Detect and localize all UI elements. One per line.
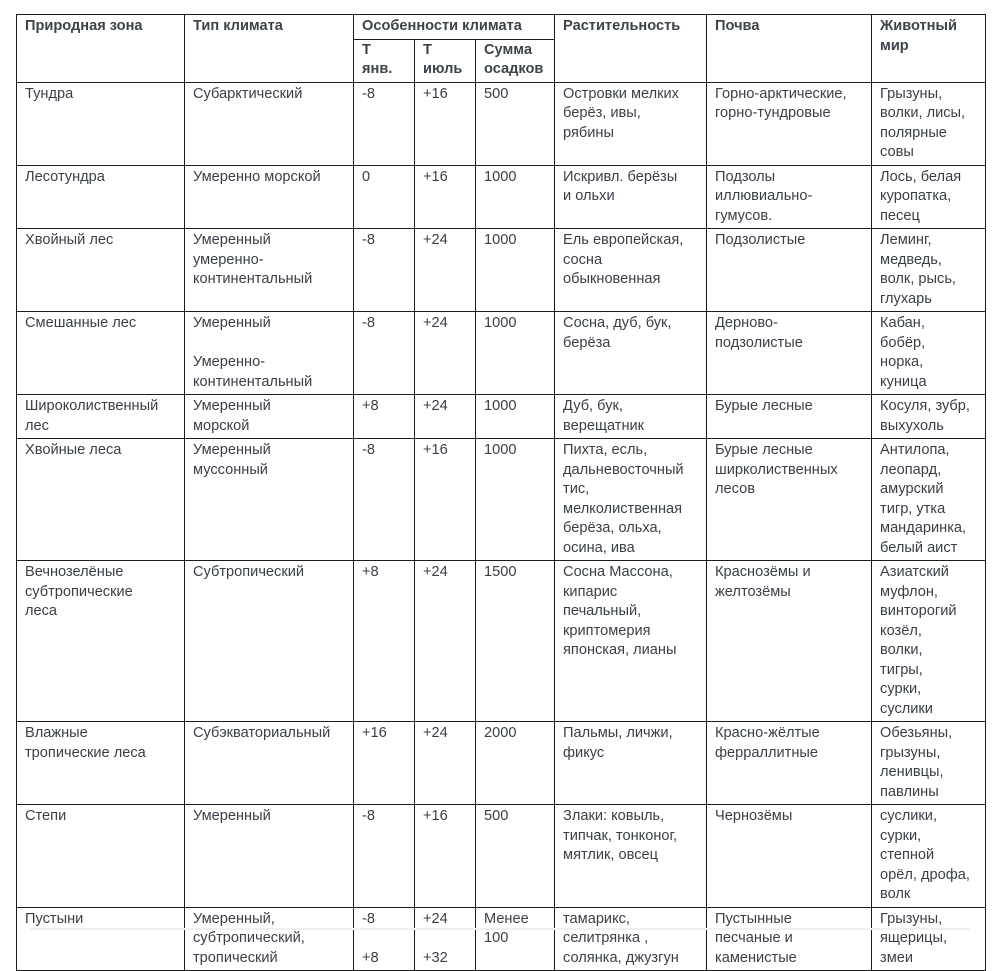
cell-zone: Лесотундра — [17, 165, 185, 229]
cell-t-jul: +16 — [415, 82, 476, 165]
cell-zone: Хвойный лес — [17, 229, 185, 312]
cell-vegetation: Сосна, дуб, бук, берёза — [555, 312, 707, 395]
cell-t-jul: +16 — [415, 165, 476, 229]
cell-soil: Горно-арктические, горно-тундровые — [707, 82, 872, 165]
cell-zone: Широколиственный лес — [17, 395, 185, 439]
header-t-jul: Т июль — [415, 39, 476, 82]
table-row — [17, 312, 986, 395]
cell-t-jul: +24 — [415, 395, 476, 439]
cell-climate: Умеренный муссонный — [185, 439, 354, 561]
cell-climate: Умеренный, субтропический, тропический — [185, 907, 354, 971]
table-row — [17, 229, 986, 312]
cell-soil: Чернозёмы — [707, 805, 872, 908]
cell-precip: 1000 — [476, 395, 555, 439]
cell-t-jan: -8 — [354, 312, 415, 395]
cell-precip: 1000 — [476, 165, 555, 229]
cell-soil: Подзолы иллювиально- гумусов. — [707, 165, 872, 229]
cell-soil: Бурые лесные ширколиственных лесов — [707, 439, 872, 561]
cell-precip: 500 — [476, 805, 555, 908]
cell-zone: Смешанные лес — [17, 312, 185, 395]
cell-t-jul: +24 +32 — [415, 907, 476, 971]
header-row — [17, 15, 986, 40]
cell-t-jan: +8 — [354, 561, 415, 722]
cell-precip: 1000 — [476, 439, 555, 561]
cell-fauna: Косуля, зубр, выхухоль — [872, 395, 986, 439]
cell-t-jul: +16 — [415, 439, 476, 561]
cell-precip: Менее 100 — [476, 907, 555, 971]
cell-vegetation: Злаки: ковыль, типчак, тонконог, мятлик, овсец — [555, 805, 707, 908]
cell-fauna: Антилопа, леопард, амурский тигр, утка мандаринка, белый аист — [872, 439, 986, 561]
cell-zone: Влажные тропические леса — [17, 722, 185, 805]
cell-soil: Пустынные песчаные и каменистые — [707, 907, 872, 971]
cell-precip: 1000 — [476, 312, 555, 395]
table-row — [17, 722, 986, 805]
cell-zone: Пустыни — [17, 907, 185, 971]
header-t-jan: Т янв. — [354, 39, 415, 82]
cell-t-jan: -8 — [354, 439, 415, 561]
cell-vegetation: Пихта, есль, дальневосточный тис, мелколиственная берёза, ольха, осина, ива — [555, 439, 707, 561]
cell-soil: Краснозёмы и желтозёмы — [707, 561, 872, 722]
cell-t-jan: -8 — [354, 229, 415, 312]
table-row — [17, 907, 986, 971]
header-zone: Природная зона — [17, 15, 185, 83]
cell-vegetation: Островки мелких берёз, ивы, рябины — [555, 82, 707, 165]
cell-t-jan: 0 — [354, 165, 415, 229]
cell-zone: Степи — [17, 805, 185, 908]
cell-soil: Красно-жёлтые ферраллитные — [707, 722, 872, 805]
cell-fauna: Леминг, медведь, волк, рысь, глухарь — [872, 229, 986, 312]
cell-zone: Тундра — [17, 82, 185, 165]
cell-soil: Бурые лесные — [707, 395, 872, 439]
cell-soil: Дерново- подзолистые — [707, 312, 872, 395]
cell-t-jan: +16 — [354, 722, 415, 805]
cell-precip: 500 — [476, 82, 555, 165]
table-row — [17, 82, 986, 165]
cell-fauna: Грызуны, ящерицы, змеи — [872, 907, 986, 971]
cell-vegetation: Искривл. берёзы и ольхи — [555, 165, 707, 229]
cell-climate: Умеренный Умеренно- континентальный — [185, 312, 354, 395]
cell-fauna: Грызуны, волки, лисы, полярные совы — [872, 82, 986, 165]
cell-t-jul: +24 — [415, 312, 476, 395]
cell-fauna: Лось, белая куропатка, песец — [872, 165, 986, 229]
cell-climate: Умеренный морской — [185, 395, 354, 439]
cell-zone: Вечнозелёные субтропические леса — [17, 561, 185, 722]
cell-climate: Умеренный — [185, 805, 354, 908]
cell-climate: Умеренный умеренно- континентальный — [185, 229, 354, 312]
cell-t-jan: -8 — [354, 82, 415, 165]
cell-climate: Субэкваториальный — [185, 722, 354, 805]
cell-zone: Хвойные леса — [17, 439, 185, 561]
cell-climate: Субарктический — [185, 82, 354, 165]
header-climate-features: Особенности климата — [354, 15, 555, 40]
climate-zones-page — [16, 14, 986, 971]
cell-t-jul: +24 — [415, 229, 476, 312]
cell-precip: 1500 — [476, 561, 555, 722]
cell-t-jan: -8 +8 — [354, 907, 415, 971]
table-row — [17, 561, 986, 722]
cell-vegetation: Пальмы, личжи, фикус — [555, 722, 707, 805]
header-fauna: Животный мир — [872, 15, 986, 83]
cell-precip: 1000 — [476, 229, 555, 312]
cell-vegetation: Дуб, бук, верещатник — [555, 395, 707, 439]
header-precip: Сумма осадков — [476, 39, 555, 82]
natural-zones-table — [16, 14, 986, 971]
cell-t-jan: -8 — [354, 805, 415, 908]
table-row — [17, 805, 986, 908]
header-vegetation: Растительность — [555, 15, 707, 83]
cell-precip: 2000 — [476, 722, 555, 805]
cell-fauna: Азиатский муфлон, винторогий козёл, волки, тигры, сурки, суслики — [872, 561, 986, 722]
cell-climate: Умеренно морской — [185, 165, 354, 229]
cell-t-jul: +24 — [415, 561, 476, 722]
header-climate-type: Тип климата — [185, 15, 354, 83]
cell-climate: Субтропический — [185, 561, 354, 722]
cell-soil: Подзолистые — [707, 229, 872, 312]
cell-fauna: Обезьяны, грызуны, ленивцы, павлины — [872, 722, 986, 805]
table-row — [17, 165, 986, 229]
cell-fauna: суслики, сурки, степной орёл, дрофа, волк — [872, 805, 986, 908]
header-soil: Почва — [707, 15, 872, 83]
cell-t-jul: +24 — [415, 722, 476, 805]
bottom-rule — [30, 928, 970, 930]
cell-vegetation: тамарикс, селитрянка , солянка, джузгун — [555, 907, 707, 971]
cell-fauna: Кабан, бобёр, норка, куница — [872, 312, 986, 395]
table-row — [17, 395, 986, 439]
table-row — [17, 439, 986, 561]
cell-t-jan: +8 — [354, 395, 415, 439]
cell-vegetation: Сосна Массона, кипарис печальный, криптомерия японская, лианы — [555, 561, 707, 722]
cell-t-jul: +16 — [415, 805, 476, 908]
cell-vegetation: Ель европейская, сосна обыкновенная — [555, 229, 707, 312]
